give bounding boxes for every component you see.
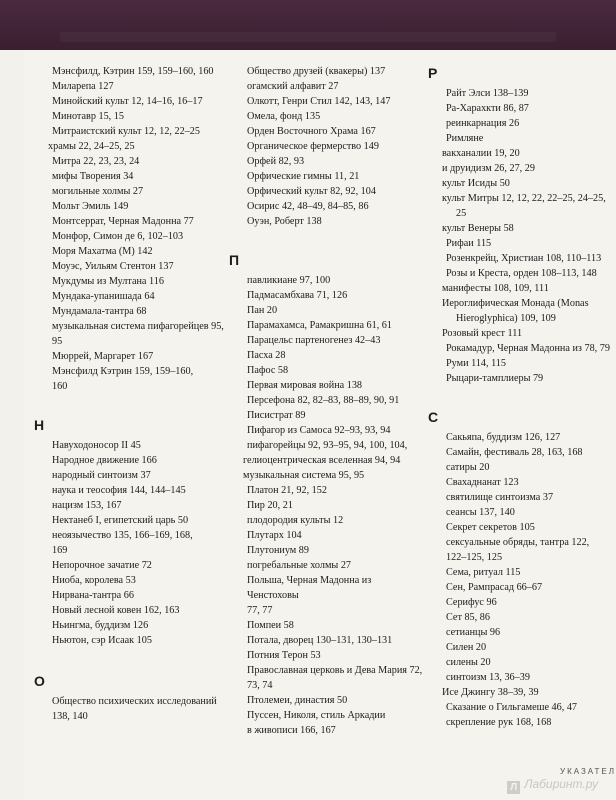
index-entry: Руми 114, 115 (446, 358, 506, 369)
index-entry-continuation: 77, 77 (247, 605, 273, 616)
section-letter-p: П (229, 252, 240, 268)
index-subentry: храмы 22, 24–25, 25 (48, 141, 135, 152)
index-entry: Рифаи 115 (446, 238, 492, 249)
index-entry: Органическое фермерство 149 (247, 141, 379, 152)
watermark-text: Лабиринт.ру (524, 777, 598, 791)
index-entry: Сет 85, 86 (446, 612, 490, 623)
index-entry: синтоизм 13, 36–39 (446, 672, 530, 683)
index-entry: Омела, фонд 135 (247, 111, 321, 122)
index-entry: Ниоба, королева 53 (52, 575, 136, 586)
index-entry: Парамахамса, Рамакришна 61, 61 (247, 320, 392, 331)
index-entry: погребальные холмы 27 (247, 560, 352, 571)
index-entry: Ра-Харахкти 86, 87 (446, 103, 529, 114)
section-letter-n: Н (34, 417, 45, 433)
index-entry: Моуэс, Уильям Стентон 137 (52, 261, 174, 272)
index-entry: музыкальная система пифагорейцев 95, (52, 321, 224, 332)
index-entry: Навуходоносор II 45 (52, 440, 141, 451)
index-subentry: Иероглифическая Монада (Monas (442, 298, 589, 309)
index-entry: Пафос 58 (247, 365, 289, 376)
index-entry: Сен, Рампрасад 66–67 (446, 582, 543, 593)
index-entry: Розенкрейц, Христиан 108, 110–113 (446, 253, 602, 264)
index-entry: Орфей 82, 93 (247, 156, 305, 167)
index-entry: Падмасамбхава 71, 126 (247, 290, 348, 301)
index-entry: неоязычество 135, 166–169, 168, (52, 530, 193, 541)
index-entry: скрепление рук 168, 168 (446, 717, 552, 728)
index-entry: Серифус 96 (446, 597, 497, 608)
index-entry: Оуэн, Роберт 138 (247, 216, 322, 227)
section-gap (34, 394, 229, 416)
index-entry: Миларепа 127 (52, 81, 114, 92)
index-entry: Мундамала-тантра 68 (52, 306, 147, 317)
section-gap (34, 648, 229, 672)
index-entry: Минотавр 15, 15 (52, 111, 124, 122)
index-entry: сетианцы 96 (446, 627, 501, 638)
index-entry: Монфор, Симон де 6, 102–103 (52, 231, 184, 242)
index-entry: Мюррей, Маргарет 167 (52, 351, 154, 362)
index-entry: пифагорейцы 92, 93–95, 94, 100, 104, (247, 440, 408, 451)
index-entry: Пифагор из Самоса 92–93, 93, 94 (247, 425, 391, 436)
section-gap (428, 386, 613, 408)
index-entry: Самайн, фестиваль 28, 163, 168 (446, 447, 583, 458)
index-subentry: гелиоцентрическая вселенная 94, 94 (243, 455, 401, 466)
index-entry: Сема, ритуал 115 (446, 567, 521, 578)
index-entry-continuation: в живописи 166, 167 (247, 725, 336, 736)
index-entry: Орфические гимны 11, 21 (247, 171, 360, 182)
index-entry: павликиане 97, 100 (247, 275, 331, 286)
index-entry: святилище синтоизма 37 (446, 492, 554, 503)
index-entry: Первая мировая война 138 (247, 380, 363, 391)
index-entry: мифы Творения 34 (52, 171, 134, 182)
index-entry: Райт Элси 138–139 (446, 88, 529, 99)
index-entry: Писистрат 89 (247, 410, 306, 421)
index-entry-continuation: 73, 74 (247, 680, 273, 691)
index-column-2 (229, 64, 424, 738)
index-column-1 (34, 64, 229, 724)
section-gap (229, 229, 424, 251)
index-entry: Орден Восточного Храма 167 (247, 126, 376, 137)
index-entry: Потния Терон 53 (247, 650, 321, 661)
index-entry: Рыцари-тамплиеры 79 (446, 373, 544, 384)
index-entry: Мундака-упанишада 64 (52, 291, 155, 302)
index-subentry: Розовый крест 111 (442, 328, 523, 339)
index-entry: Рокамадур, Черная Мадонна из 78, 79 (446, 343, 610, 354)
index-entry: огамский алфавит 27 (247, 81, 339, 92)
index-entry: Олкотт, Генри Стил 142, 143, 147 (247, 96, 391, 107)
index-entry: нацизм 153, 167 (52, 500, 122, 511)
watermark (507, 777, 598, 794)
index-entry-continuation: 122–125, 125 (446, 552, 503, 563)
index-entry: силены 20 (446, 657, 491, 668)
index-entry: народный синтоизм 37 (52, 470, 151, 481)
index-entry: сатиры 20 (446, 462, 490, 473)
index-entry: Мольт Эмиль 149 (52, 201, 129, 212)
index-entry: Пир 20, 21 (247, 500, 293, 511)
index-entry: Сказание о Гильгамеше 46, 47 (446, 702, 578, 713)
index-subentry: Исе Джингу 38–39, 39 (442, 687, 539, 698)
index-subentry: культ Венеры 58 (442, 223, 514, 234)
index-entry: Мэнсфилд, Кэтрин 159, 159–160, 160 (52, 66, 214, 77)
index-entry: Розы и Креста, орден 108–113, 148 (446, 268, 597, 279)
index-entry: Митра 22, 23, 23, 24 (52, 156, 140, 167)
index-entry: Платон 21, 92, 152 (247, 485, 327, 496)
index-entry: Новый лесной ковен 162, 163 (52, 605, 180, 616)
index-entry: Птолемеи, династия 50 (247, 695, 348, 706)
index-subentry: музыкальная система 95, 95 (243, 470, 365, 481)
index-entry: Силен 20 (446, 642, 487, 653)
index-entry: плодородия культы 12 (247, 515, 344, 526)
top-dark-band (0, 0, 616, 50)
index-entry-continuation: 169 (52, 545, 68, 556)
index-entry: Римляне (446, 133, 484, 144)
index-entry: Секрет секретов 105 (446, 522, 535, 533)
index-subentry: вакханалии 19, 20 (442, 148, 520, 159)
index-entry: Плутарх 104 (247, 530, 302, 541)
index-entry: Мукдумы из Мултана 116 (52, 276, 164, 287)
index-entry: Моря Махатма (М) 142 (52, 246, 153, 257)
index-entry: Нектанеб I, египетский царь 50 (52, 515, 189, 526)
running-head: УКАЗАТЕЛ (559, 767, 616, 776)
index-entry: Сакьяпа, буддизм 126, 127 (446, 432, 561, 443)
index-entry: Осирис 42, 48–49, 84–85, 86 (247, 201, 369, 212)
index-entry: Нирвана-тантра 66 (52, 590, 134, 601)
index-entry: Парацельс партеногенез 42–43 (247, 335, 381, 346)
index-entry: Общество друзей (квакеры) 137 (247, 66, 386, 77)
index-entry: Персефона 82, 82–83, 88–89, 90, 91 (247, 395, 400, 406)
top-band-shade (60, 32, 556, 42)
index-entry-continuation: 160 (52, 381, 68, 392)
index-entry: Польша, Черная Мадонна из Ченстоховы (247, 575, 372, 601)
index-entry: Потала, дворец 130–131, 130–131 (247, 635, 393, 646)
index-entry: сексуальные обряды, тантра 122, (446, 537, 590, 548)
index-subentry: и друидизм 26, 27, 29 (442, 163, 535, 174)
index-entry-continuation: 95 (52, 336, 63, 347)
index-subentry: манифесты 108, 109, 111 (442, 283, 549, 294)
index-column-3 (428, 64, 613, 730)
index-entry: Пуссен, Николя, стиль Аркадии (247, 710, 386, 721)
index-entry: Минойский культ 12, 14–16, 16–17 (52, 96, 203, 107)
index-entry: Православная церковь и Дева Мария 72, (247, 665, 423, 676)
index-entry: сеансы 137, 140 (446, 507, 515, 518)
section-letter-r: Р (428, 65, 438, 81)
index-entry: Помпеи 58 (247, 620, 294, 631)
section-letter-s: С (428, 409, 439, 425)
index-entry: Митраистский культ 12, 12, 22–25 (52, 126, 200, 137)
index-entry: Свахаднанат 123 (446, 477, 519, 488)
index-entry-continuation: 25 (456, 208, 467, 219)
section-letter-o: О (34, 673, 45, 689)
index-entry: реинкарнация 26 (446, 118, 520, 129)
index-entry: Пасха 28 (247, 350, 286, 361)
index-subentry: культ Исиды 50 (442, 178, 510, 189)
index-entry: Непорочное зачатие 72 (52, 560, 152, 571)
index-entry-continuation: 138, 140 (52, 711, 88, 722)
index-entry: наука и теософия 144, 144–145 (52, 485, 186, 496)
index-entry-continuation: Hieroglyphica) 109, 109 (456, 313, 556, 324)
index-subentry: культ Митры 12, 12, 22, 22–25, 24–25, (442, 193, 606, 204)
index-entry: Ньингма, буддизм 126 (52, 620, 149, 631)
index-entry: Плутониум 89 (247, 545, 309, 556)
index-entry: Народное движение 166 (52, 455, 157, 466)
index-entry: Мэнсфилд Кэтрин 159, 159–160, (52, 366, 194, 377)
index-entry: Ньютон, сэр Исаак 105 (52, 635, 152, 646)
index-entry: Монтсеррат, Черная Мадонна 77 (52, 216, 194, 227)
watermark-logo-icon: Л (507, 781, 520, 794)
index-entry: Пан 20 (247, 305, 278, 316)
index-entry: Орфический культ 82, 92, 104 (247, 186, 376, 197)
index-page (24, 50, 616, 800)
index-entry: Общество психических исследований (52, 696, 217, 707)
index-entry: могильные холмы 27 (52, 186, 144, 197)
